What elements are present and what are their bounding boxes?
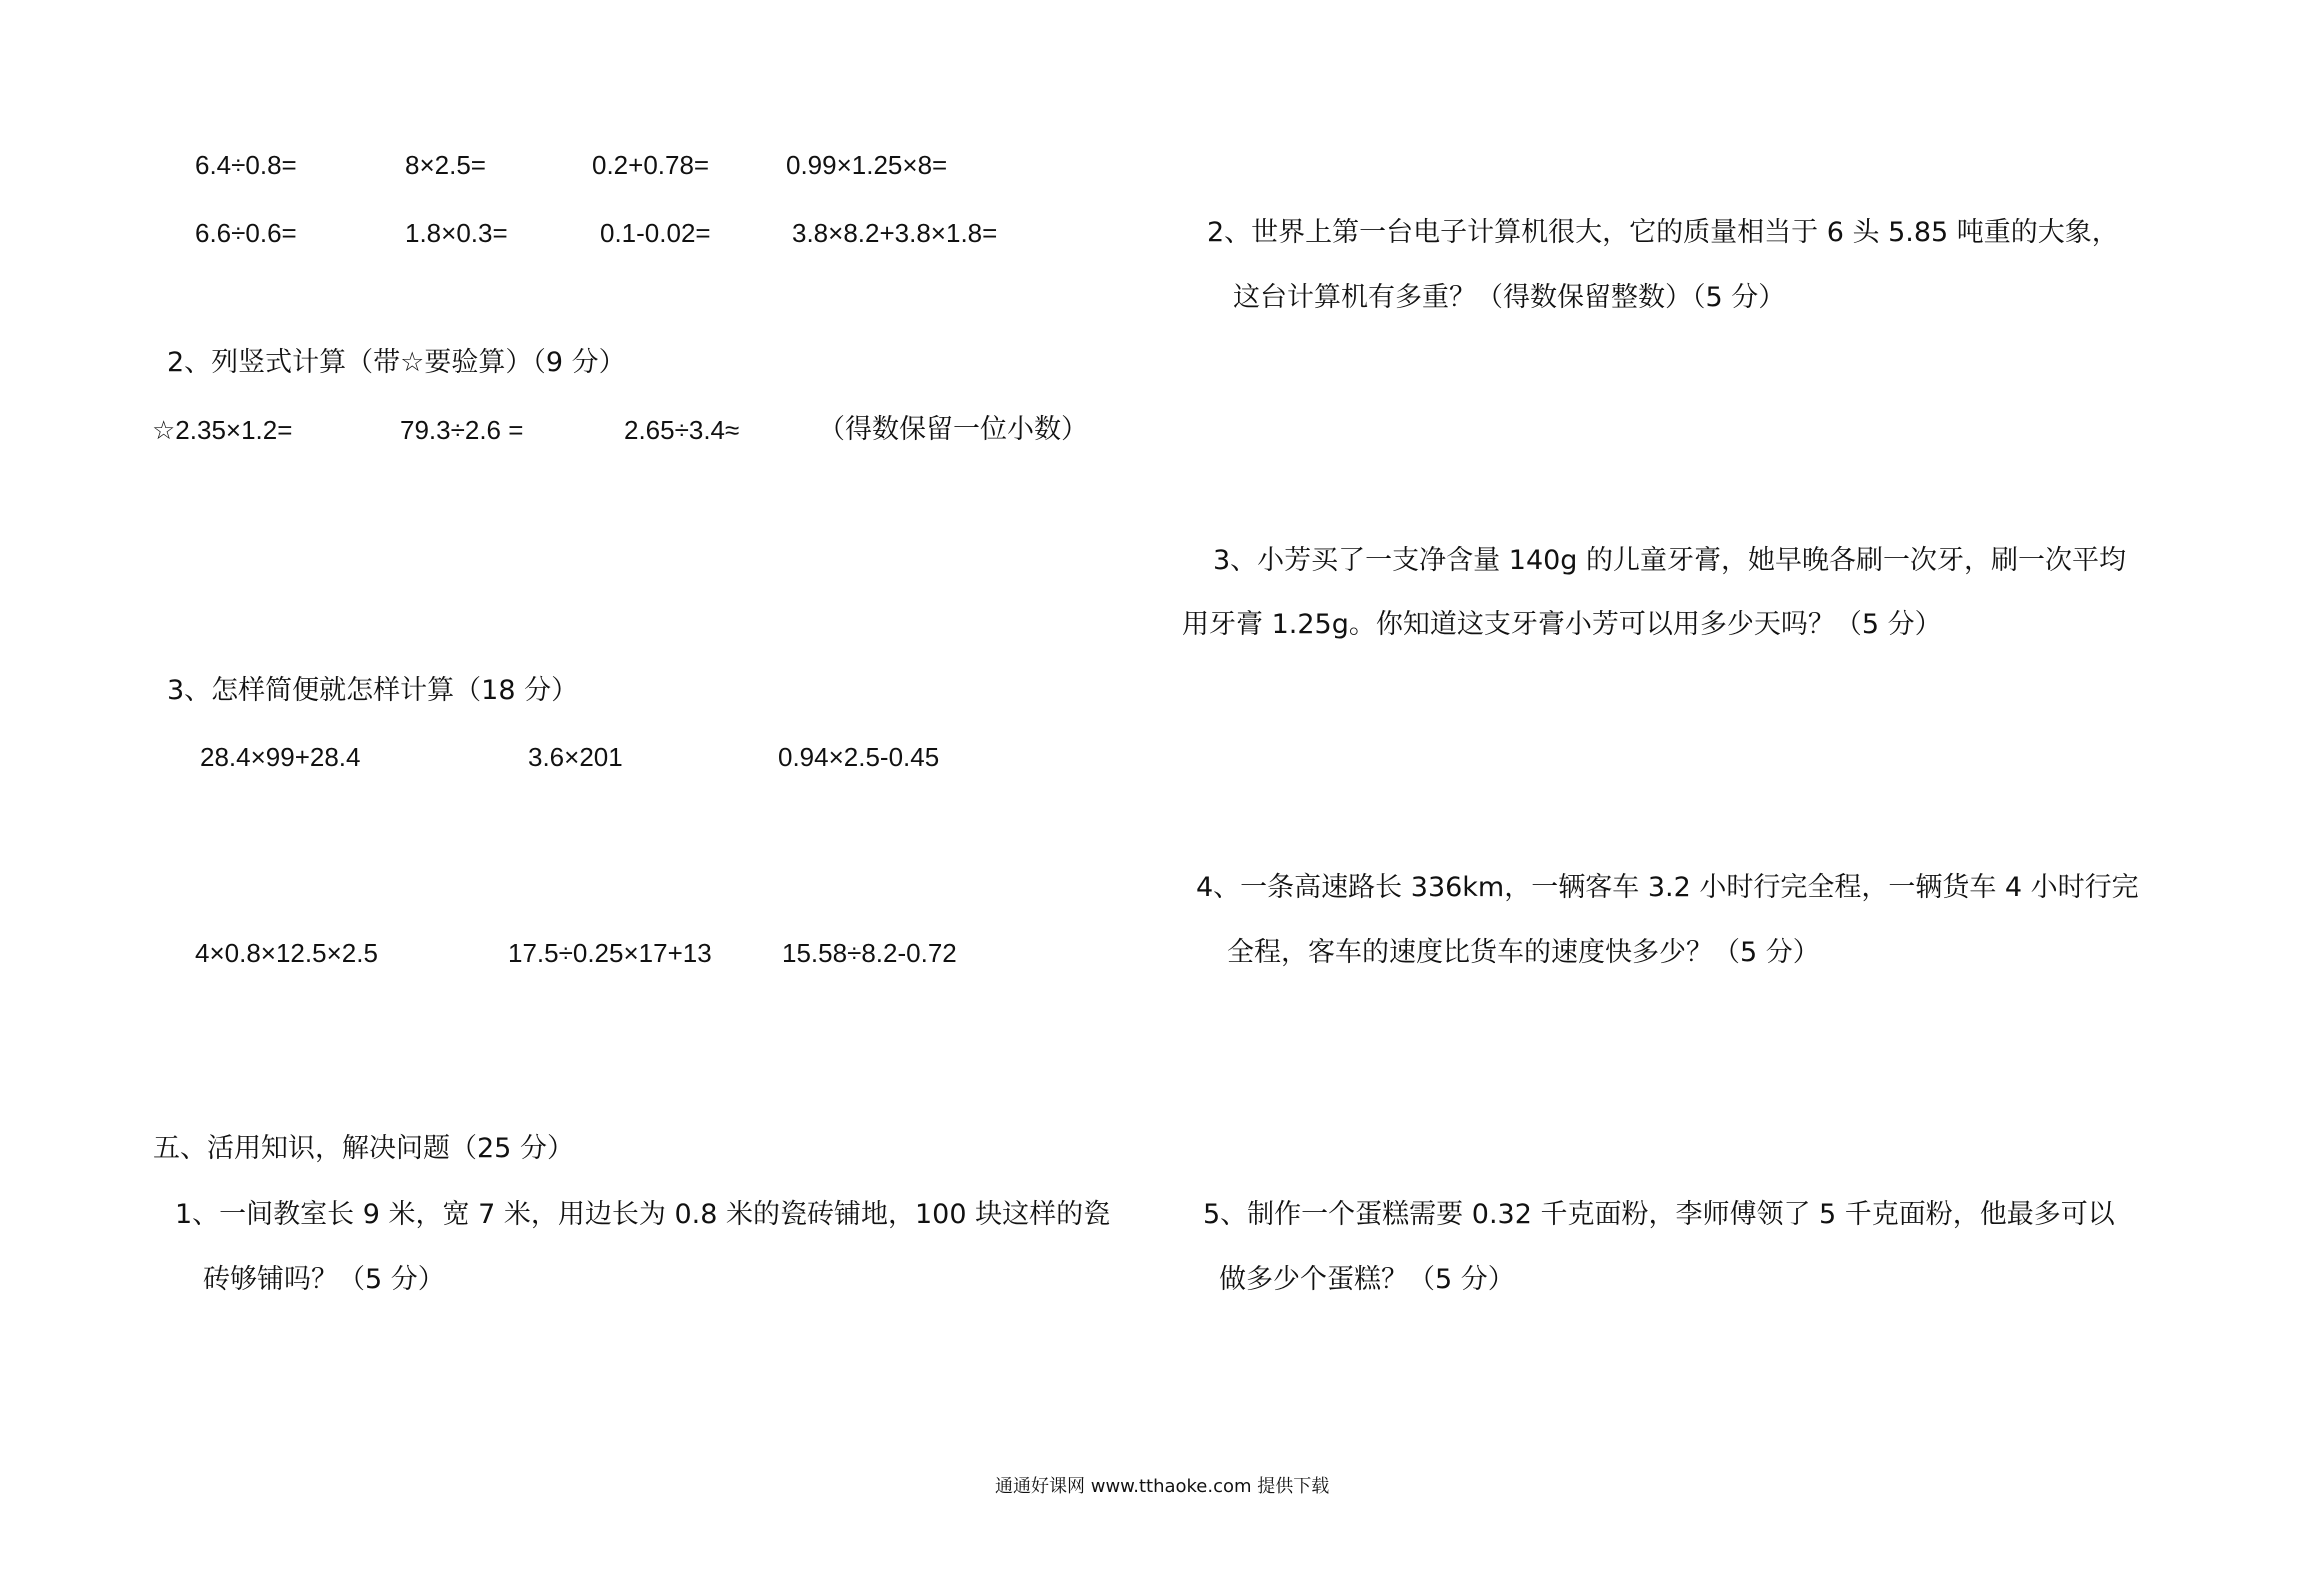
section3-title: 3、怎样简便就怎样计算（18 分） (167, 675, 579, 706)
section3-r2-c2: 17.5÷0.25×17+13 (508, 938, 712, 968)
section3-r1-c1: 28.4×99+28.4 (200, 742, 361, 772)
question2-line1: 2、世界上第一台电子计算机很大，它的质量相当于 6 头 5.85 吨重的大象， (1207, 217, 2119, 248)
oral-r1-c2: 8×2.5= (405, 150, 486, 180)
question1-line2: 砖够铺吗？（5 分） (203, 1264, 445, 1295)
section3-r2-c3: 15.58÷8.2-0.72 (782, 938, 957, 968)
oral-r2-c3: 0.1-0.02= (600, 218, 711, 248)
footer-source: 通通好课网 www.tthaoke.com 提供下载 (995, 1476, 1330, 1497)
question2-line2: 这台计算机有多重？（得数保留整数）（5 分） (1233, 282, 1786, 313)
section5-title: 五、活用知识，解决问题（25 分） (153, 1133, 574, 1164)
section3-r1-c3: 0.94×2.5-0.45 (778, 742, 940, 772)
section2-note: （得数保留一位小数） (818, 414, 1088, 445)
question3-line1: 3、小芳买了一支净含量 140g 的儿童牙膏，她早晚各刷一次牙，刷一次平均 (1213, 545, 2127, 576)
oral-r2-c1: 6.6÷0.6= (195, 218, 297, 248)
question3-line2: 用牙膏 1.25g。你知道这支牙膏小芳可以用多少天吗？（5 分） (1182, 609, 1942, 640)
question5-line1: 5、制作一个蛋糕需要 0.32 千克面粉，李师傅领了 5 千克面粉，他最多可以 (1203, 1199, 2115, 1230)
section2-title: 2、列竖式计算（带☆要验算）（9 分） (167, 347, 626, 378)
section2-item-1: ☆2.35×1.2= (152, 415, 293, 445)
section2-item-2: 79.3÷2.6 = (400, 415, 524, 445)
section3-r1-c2: 3.6×201 (528, 742, 623, 772)
section3-r2-c1: 4×0.8×12.5×2.5 (195, 938, 378, 968)
oral-r1-c3: 0.2+0.78= (592, 150, 710, 180)
section2-item-3: 2.65÷3.4≈ (624, 415, 740, 445)
oral-r2-c2: 1.8×0.3= (405, 218, 508, 248)
question4-line2: 全程，客车的速度比货车的速度快多少？（5 分） (1227, 937, 1820, 968)
question5-line2: 做多少个蛋糕？（5 分） (1219, 1264, 1515, 1295)
question4-line1: 4、一条高速路长 336km，一辆客车 3.2 小时行完全程，一辆货车 4 小时行完 (1196, 872, 2139, 903)
oral-r1-c4: 0.99×1.25×8= (786, 150, 948, 180)
oral-r2-c4: 3.8×8.2+3.8×1.8= (792, 218, 998, 248)
oral-r1-c1: 6.4÷0.8= (195, 150, 297, 180)
question1-line1: 1、一间教室长 9 米，宽 7 米，用边长为 0.8 米的瓷砖铺地，100 块这样的瓷 (175, 1199, 1111, 1230)
